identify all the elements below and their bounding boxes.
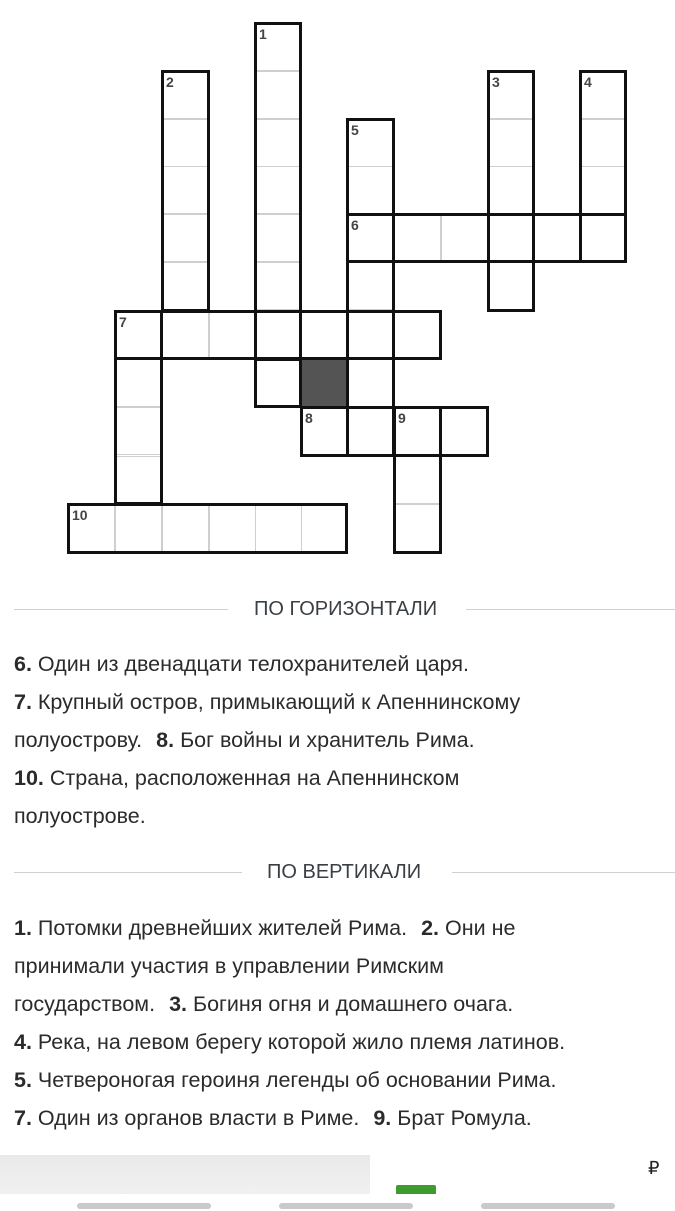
nav-indicator[interactable]: [481, 1203, 615, 1209]
crossword-cell[interactable]: [394, 407, 441, 455]
clue-number: 1.: [14, 916, 32, 940]
across-header: [14, 598, 675, 622]
down-title: ПО ВЕРТИКАЛИ: [267, 861, 422, 883]
crossword-cell[interactable]: [255, 166, 302, 214]
clue-number: 2: [166, 74, 174, 90]
crossword-cell[interactable]: [347, 311, 394, 359]
clue-text: государством.: [14, 992, 156, 1016]
clue-line: [14, 947, 664, 985]
clue-line: [14, 909, 664, 947]
clue-number: 5: [351, 122, 359, 138]
crossword-cell[interactable]: [209, 311, 256, 359]
clue-number: 7.: [14, 1106, 32, 1130]
crossword-cell[interactable]: [209, 504, 256, 552]
across-title: ПО ГОРИЗОНТАЛИ: [254, 598, 438, 620]
clue-line: [14, 759, 664, 797]
clue-line: [14, 1023, 664, 1061]
clue-number: 9.: [373, 1106, 392, 1130]
crossword-cell[interactable]: [580, 214, 627, 262]
crossword-cell[interactable]: [162, 262, 209, 310]
crossword-cell[interactable]: [255, 311, 302, 359]
clue-number: 1: [259, 26, 267, 42]
crossword-cell[interactable]: [347, 407, 394, 455]
crossword-cell[interactable]: [441, 214, 488, 262]
crossword-cell[interactable]: [255, 23, 302, 71]
crossword-cell[interactable]: [115, 311, 162, 359]
clue-number: 10: [72, 507, 88, 523]
crossword-cell[interactable]: [162, 71, 209, 119]
clue-text: Страна, расположенная на Апеннинском: [43, 766, 460, 790]
crossword-cell[interactable]: [255, 262, 302, 310]
clue-text: Богиня огня и домашнего очага.: [187, 992, 514, 1016]
clue-text: Один из органов власти в Риме.: [31, 1106, 360, 1130]
clue-line: [14, 797, 664, 835]
crossword-cell[interactable]: [488, 214, 535, 262]
clue-text: полуострову.: [14, 728, 143, 752]
crossword-cell[interactable]: [394, 311, 441, 359]
clue-number: 9: [398, 410, 406, 426]
currency-label: ₽: [648, 1158, 660, 1178]
crossword-cell[interactable]: [68, 504, 115, 552]
crossword-cell[interactable]: [488, 71, 535, 119]
clue-text: Один из двенадцати телохранителей царя.: [31, 652, 469, 676]
clue-number: 3.: [169, 992, 187, 1016]
clue-text: Бог войны и хранитель Рима.: [174, 728, 475, 752]
clue-text: Река, на левом берегу которой жило племя латинов.: [31, 1030, 566, 1054]
clue-text: Крупный остров, примыкающий к Апеннинскому: [31, 690, 521, 714]
crossword-cell[interactable]: [115, 504, 162, 552]
clue-number: 4.: [14, 1030, 32, 1054]
clue-line: [14, 645, 664, 683]
nav-indicator[interactable]: [77, 1203, 211, 1209]
clue-number: 10.: [14, 766, 44, 790]
crossword-cell[interactable]: [255, 214, 302, 262]
clue-line: [14, 721, 664, 759]
crossword-cell[interactable]: [394, 456, 441, 504]
crossword-cell[interactable]: [255, 359, 302, 407]
clue-text: Потомки древнейших жителей Рима.: [31, 916, 408, 940]
crossword-cell[interactable]: [255, 71, 302, 119]
clue-number: 5.: [14, 1068, 32, 1092]
crossword-cell[interactable]: [488, 262, 535, 310]
nav-indicator[interactable]: [279, 1203, 413, 1209]
clue-number: 6.: [14, 652, 32, 676]
crossword-cell[interactable]: [162, 166, 209, 214]
clue-text: Они не: [439, 916, 516, 940]
crossword-cell[interactable]: [255, 119, 302, 167]
clue-text: Четвероногая героиня легенды об основании Рима.: [31, 1068, 557, 1092]
crossword-cell[interactable]: [347, 166, 394, 214]
clue-text: Брат Ромула.: [391, 1106, 532, 1130]
crossword-cell[interactable]: [347, 119, 394, 167]
crossword-cell[interactable]: [394, 504, 441, 552]
crossword-cell[interactable]: [162, 214, 209, 262]
crossword-cell[interactable]: [488, 166, 535, 214]
clue-number: 8: [305, 410, 313, 426]
clue-number: 7.: [14, 690, 32, 714]
clue-line: [14, 1099, 664, 1137]
clue-number: 2.: [421, 916, 440, 940]
clue-number: 6: [351, 217, 359, 233]
clue-line: [14, 683, 664, 721]
down-header: [14, 861, 675, 885]
crossword-cell[interactable]: [301, 407, 348, 455]
crossword-cell[interactable]: [162, 311, 209, 359]
crossword-cell[interactable]: [347, 214, 394, 262]
bottom-nav-bar: [0, 1194, 675, 1211]
clue-number: 7: [119, 314, 127, 330]
crossword-cell[interactable]: [162, 119, 209, 167]
crossword-cell[interactable]: [301, 504, 348, 552]
crossword-cell[interactable]: [115, 456, 162, 504]
crossword-cell[interactable]: [394, 214, 441, 262]
crossword-grid: [0, 0, 675, 560]
crossword-cell[interactable]: [347, 262, 394, 310]
clue-line: [14, 985, 664, 1023]
crossword-cell[interactable]: [115, 359, 162, 407]
clue-number: 4: [584, 74, 592, 90]
crossword-cell[interactable]: [580, 71, 627, 119]
crossword-cell[interactable]: [441, 407, 488, 455]
crossword-cell[interactable]: [301, 311, 348, 359]
crossword-cell[interactable]: [162, 504, 209, 552]
crossword-cell[interactable]: [255, 504, 302, 552]
crossword-cell[interactable]: [580, 119, 627, 167]
clue-number: 8.: [156, 728, 175, 752]
crossword-cell[interactable]: [488, 119, 535, 167]
clue-text: полуострове.: [14, 804, 146, 828]
clue-number: 3: [492, 74, 500, 90]
clue-text: принимали участия в управлении Римским: [14, 954, 444, 978]
across-clues: [14, 645, 664, 835]
crossword-cell[interactable]: [534, 214, 581, 262]
clue-line: [14, 1061, 664, 1099]
crossword-cell[interactable]: [580, 166, 627, 214]
crossword-cell[interactable]: [347, 359, 394, 407]
down-clues: [14, 909, 664, 1137]
crossword-dark-cell: [301, 359, 348, 407]
crossword-cell[interactable]: [115, 407, 162, 455]
